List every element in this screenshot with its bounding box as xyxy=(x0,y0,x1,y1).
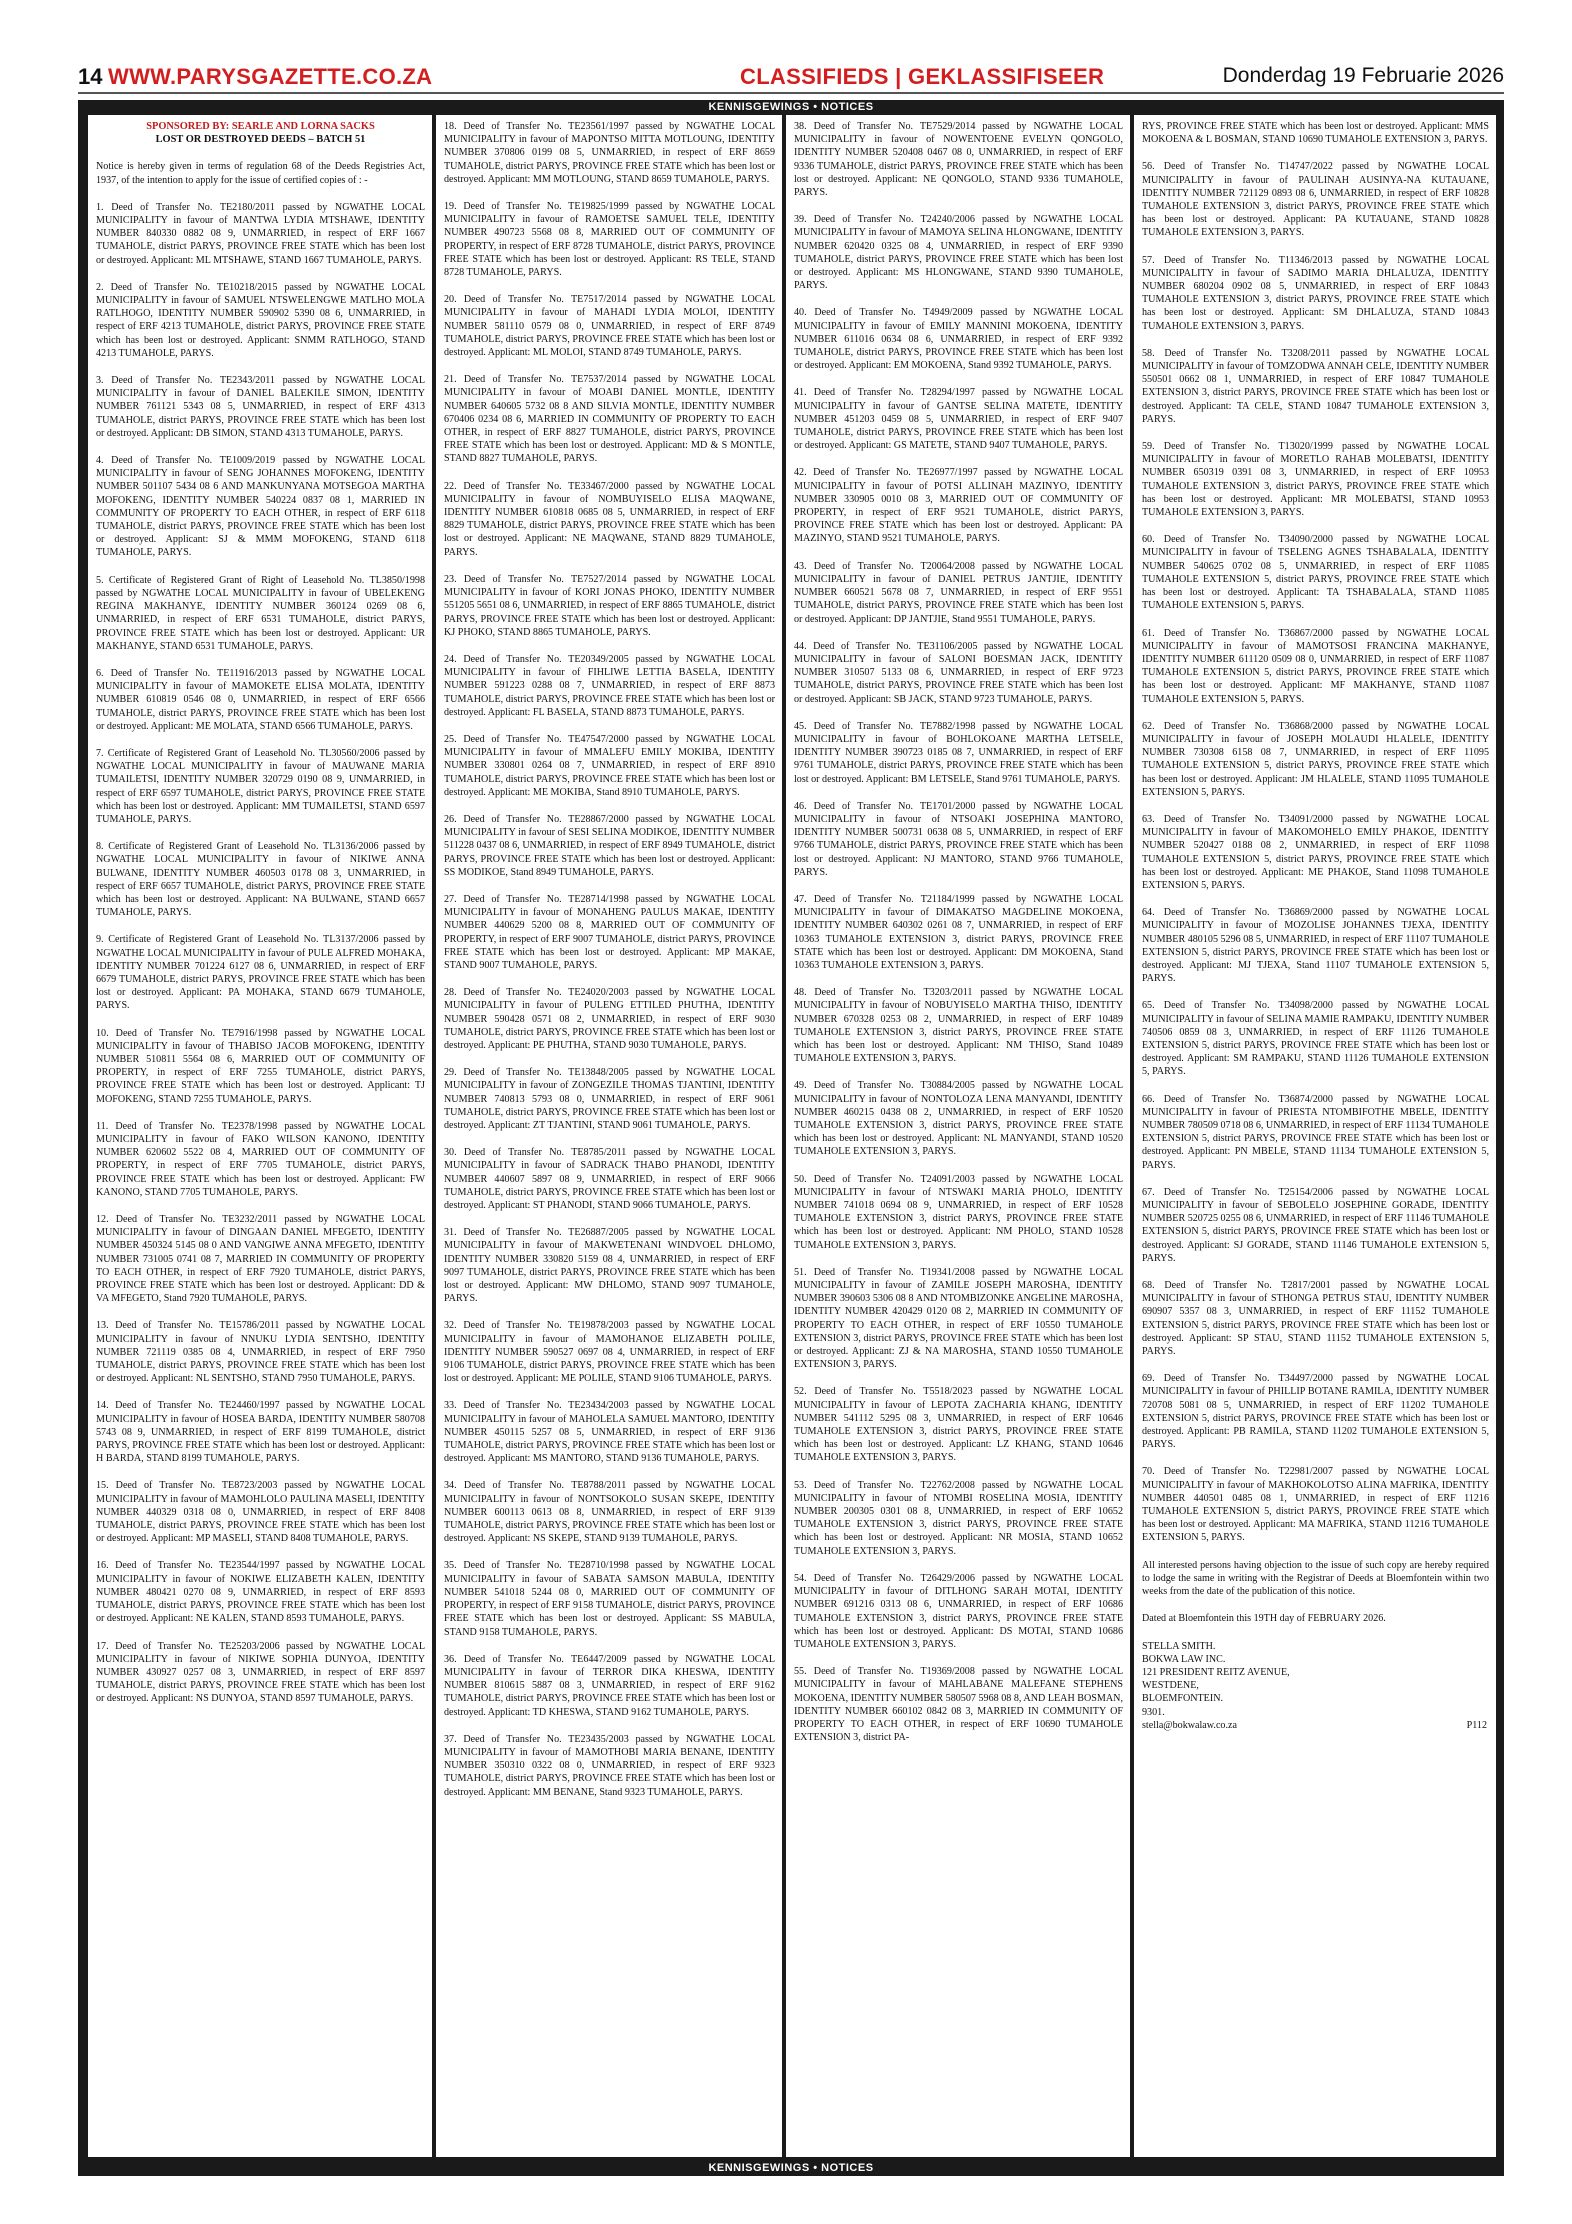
page-number: 14 xyxy=(78,64,103,89)
notice-item: 36. Deed of Transfer No. TE6447/2009 passed by NGWATHE LOCAL MUNICIPALITY in favour of TERROR DIKA KHESWA, IDENTITY NUMBER 810615 5887 08 3, UNMARRIED, in respect of ERF 9162 TUMAHOLE, district PARYS, PROVINCE FREE STATE which has been lost or destroyed. Applicant: TD KHESWA, STAND 9162 TUMAHOLE, PARYS. xyxy=(444,1653,775,1718)
notice-item: 57. Deed of Transfer No. T11346/2013 passed by NGWATHE LOCAL MUNICIPALITY in favour of SADIMO MARIA DHLALUZA, IDENTITY NUMBER 680204 0902 08 5, UNMARRIED, in respect of ERF 10843 TUMAHOLE EXTENSION 3, district PARYS, PROVINCE FREE STATE which has been lost or destroyed. Applicant: SM DHLALUZA, STAND 10843 TUMAHOLE EXTENSION 3, PARYS. xyxy=(1142,254,1489,332)
notice-item: 15. Deed of Transfer No. TE8723/2003 passed by NGWATHE LOCAL MUNICIPALITY in favour of MAMOHLOLO PAULINA MASELI, IDENTITY NUMBER 440329 0318 08 0, UNMARRIED, in respect of ERF 8408 TUMAHOLE, district PARYS, PROVINCE FREE STATE which has been lost or destroyed. Applicant: MP MASELI, STAND 8408 TUMAHOLE, PARYS. xyxy=(96,1480,425,1545)
notice-item: 51. Deed of Transfer No. T19341/2008 passed by NGWATHE LOCAL MUNICIPALITY in favour of ZAMILE JOSEPH MAROSHA, IDENTITY NUMBER 390603 5306 08 8 AND NTOMBIZONKE ANGELINE MAROSHA, IDENTITY NUMBER 420429 0120 08 2, MARRIED IN COMMUNITY OF PROPERTY TO EACH OTHER, in respect of ERF 10550 TUMAHOLE EXTENSION 3, district PARYS, PROVINCE FREE STATE which has been lost or destroyed. Applicant: ZJ & NA MAROSHA, STAND 10550 TUMAHOLE EXTENSION 3, PARYS. xyxy=(794,1266,1123,1371)
notice-title: LOST OR DESTROYED DEEDS – BATCH 51 xyxy=(155,134,366,146)
notice-item: 67. Deed of Transfer No. T25154/2006 passed by NGWATHE LOCAL MUNICIPALITY in favour of SEBOLELO JOSEPHINE GORADE, IDENTITY NUMBER 520725 0255 08 6, UNMARRIED, in respect of ERF 11146 TUMAHOLE EXTENSION 5, district PARYS, PROVINCE FREE STATE which has been lost or destroyed. Applicant: SJ GORADE, STAND 11146 TUMAHOLE EXTENSION 5, PARYS. xyxy=(1142,1186,1490,1264)
notice-item: 10. Deed of Transfer No. TE7916/1998 passed by NGWATHE LOCAL MUNICIPALITY in favour of THABISO JACOB MOFOKENG, IDENTITY NUMBER 510811 5564 08 6, MARRIED OUT OF COMMUNITY OF PROPERTY, in respect of ERF 7255 TUMAHOLE, district PARYS, PROVINCE FREE STATE which has been lost or destroyed. Applicant: TJ MOFOKENG, STAND 7255 TUMAHOLE, PARYS. xyxy=(96,1027,425,1105)
notice-item: 34. Deed of Transfer No. TE8788/2011 passed by NGWATHE LOCAL MUNICIPALITY in favour of NONTSOKOLO SUSAN SKEPE, IDENTITY NUMBER 600113 0613 08 8, UNMARRIED, in respect of ERF 9139 TUMAHOLE, district PARYS, PROVINCE FREE STATE which has been lost or destroyed. Applicant: NS SKEPE, STAND 9139 TUMAHOLE, PARYS. xyxy=(444,1480,775,1545)
notice-item: 19. Deed of Transfer No. TE19825/1999 passed by NGWATHE LOCAL MUNICIPALITY in favour of RAMOETSE SAMUEL TELE, IDENTITY NUMBER 490723 5568 08 8, MARRIED OUT OF COMMUNITY OF PROPERTY, in respect of ERF 8728 TUMAHOLE, district PARYS, PROVINCE FREE STATE which has been lost or destroyed. Applicant: RS TELE, STAND 8728 TUMAHOLE, PARYS. xyxy=(444,201,775,279)
column-4 xyxy=(1134,115,1496,2157)
notice-item: 3. Deed of Transfer No. TE2343/2011 passed by NGWATHE LOCAL MUNICIPALITY in favour of DANIEL BALEKILE SIMON, IDENTITY NUMBER 761121 5343 08 5, UNMARRIED, in respect of ERF 4313 TUMAHOLE, district PARYS, PROVINCE FREE STATE which has been lost or destroyed. Applicant: DB SIMON, STAND 4313 TUMAHOLE, PARYS. xyxy=(96,375,425,439)
notice-item: 55. Deed of Transfer No. T19369/2008 passed by NGWATHE LOCAL MUNICIPALITY in favour of MAHLABANE MALEFANE STEPHENS MOKOENA, IDENTITY NUMBER 580507 5968 08 8, AND LEAH BOSMAN, IDENTITY NUMBER 660102 0842 08 3, MARRIED IN COMMUNITY OF PROPERTY TO EACH OTHER, in respect of ERF 10690 TUMAHOLE EXTENSION 3, district PA- xyxy=(794,1666,1123,1744)
notice-item: 68. Deed of Transfer No. T2817/2001 passed by NGWATHE LOCAL MUNICIPALITY in favour of STHONGA PETRUS STAU, IDENTITY NUMBER 690907 5357 08 3, UNMARRIED, in respect of ERF 11152 TUMAHOLE EXTENSION 5, district PARYS, PROVINCE FREE STATE which has been lost or destroyed. Applicant: SP STAU, STAND 11152 TUMAHOLE EXTENSION 5, PARYS. xyxy=(1142,1280,1489,1358)
notice-item: 13. Deed of Transfer No. TE15786/2011 passed by NGWATHE LOCAL MUNICIPALITY in favour of NNUKU LYDIA SENTSHO, IDENTITY NUMBER 721119 0385 08 4, UNMARRIED, in respect of ERF 7950 TUMAHOLE, district PARYS, PROVINCE FREE STATE which has been lost or destroyed. Applicant: NL SENTSHO, STAND 7950 TUMAHOLE, PARYS. xyxy=(96,1320,425,1385)
notice-item: 56. Deed of Transfer No. T14747/2022 passed by NGWATHE LOCAL MUNICIPALITY in favour of PAULINAH AUSINYA-NA KUTAUANE, IDENTITY NUMBER 721129 0893 08 6, UNMARRIED, in respect of ERF 10828 TUMAHOLE EXTENSION 3, district PARYS, PROVINCE FREE STATE which has been lost or destroyed. Applicant: PA KUTAUANE, STAND 10828 TUMAHOLE EXTENSION 3, PARYS. xyxy=(1142,161,1489,239)
notice-item: 4. Deed of Transfer No. TE1009/2019 passed by NGWATHE LOCAL MUNICIPALITY in favour of SENG JOHANNES MOFOKENG, IDENTITY NUMBER 501107 5434 08 6 AND MANKUNYANA MOTSEGOA MARTHA MOFOKENG, IDENTITY NUMBER 540224 0837 08 1, MARRIED IN COMMUNITY OF PROPERTY TO EACH OTHER, in respect of ERF 6118 TUMAHOLE, district PARYS, PROVINCE FREE STATE which has been lost or destroyed. Applicant: SJ & MMM MOFOKENG, STAND 6118 TUMAHOLE, PARYS. xyxy=(96,455,425,559)
notice-item: 61. Deed of Transfer No. T36867/2000 passed by NGWATHE LOCAL MUNICIPALITY in favour of MAMOTSOSI FRANCINA MAKHANYE, IDENTITY NUMBER 611120 0509 08 0, UNMARRIED, in respect of ERF 11087 TUMAHOLE EXTENSION 5, district PARYS, PROVINCE FREE STATE which has been lost or destroyed. Applicant: MF MAKHANYE, STAND 11087 TUMAHOLE EXTENSION 5, PARYS. xyxy=(1142,627,1489,705)
notice-item: 27. Deed of Transfer No. TE28714/1998 passed by NGWATHE LOCAL MUNICIPALITY in favour of MONAHENG PAULUS MAKAE, IDENTITY NUMBER 440629 5200 08 8, MARRIED OUT OF COMMUNITY OF PROPERTY, in respect of ERF 9007 TUMAHOLE, district PARYS, PROVINCE FREE STATE which has been lost or destroyed. Applicant: MP MAKAE, STAND 9007 TUMAHOLE, PARYS. xyxy=(444,893,775,971)
address-line: 121 PRESIDENT REITZ AVENUE, xyxy=(1142,1666,1290,1678)
notice-item: 24. Deed of Transfer No. TE20349/2005 passed by NGWATHE LOCAL MUNICIPALITY in favour of FIHLIWE LETTIA BASELA, IDENTITY NUMBER 591223 0288 08 7, UNMARRIED, in respect of ERF 8873 TUMAHOLE, district PARYS, PROVINCE FREE STATE which has been lost or destroyed. Applicant: FL BASELA, STAND 8873 TUMAHOLE, PARYS. xyxy=(444,653,775,718)
notice-item: 53. Deed of Transfer No. T22762/2008 passed by NGWATHE LOCAL MUNICIPALITY in favour of NTOMBI ROSELINA MOSIA, IDENTITY NUMBER 200305 0301 08 8, UNMARRIED, in respect of ERF 10652 TUMAHOLE EXTENSION 3, district PARYS, PROVINCE FREE STATE which has been lost or destroyed. Applicant: NR MOSIA, STAND 10652 TUMAHOLE EXTENSION 3, PARYS. xyxy=(794,1479,1123,1557)
sponsor-line: SPONSORED BY: SEARLE AND LORNA SACKS xyxy=(146,121,375,132)
intro-text: Notice is hereby given in terms of regulation 68 of the Deeds Registries Act, 1937, of the intention to apply for the issue of certified copies of : - xyxy=(96,161,425,186)
postal-code: 9301. xyxy=(1142,1706,1165,1718)
notice-item: 16. Deed of Transfer No. TE23544/1997 passed by NGWATHE LOCAL MUNICIPALITY in favour of NOKIWE ELIZABETH KALEN, IDENTITY NUMBER 480421 0270 08 9, UNMARRIED, in respect of ERF 8593 TUMAHOLE, district PARYS, PROVINCE FREE STATE which has been lost or destroyed. Applicant: NE KALEN, STAND 8593 TUMAHOLE, PARYS. xyxy=(96,1560,425,1625)
section-title: CLASSIFIEDS | GEKLASSIFISEER xyxy=(740,64,1105,89)
website-link[interactable]: WWW.PARYSGAZETTE.CO.ZA xyxy=(108,64,433,89)
header-rule xyxy=(78,92,1504,94)
email-link[interactable]: stella@bokwalaw.co.za xyxy=(1142,1719,1237,1731)
notice-item: RYS, PROVINCE FREE STATE which has been lost or destroyed. Applicant: MMS MOKOENA & L BOSMAN, STAND 10690 TUMAHOLE EXTENSION 3, PARYS. xyxy=(1142,121,1489,146)
dated-line: Dated at Bloemfontein this 19TH day of FEBRUARY 2026. xyxy=(1142,1613,1386,1625)
notice-item: 69. Deed of Transfer No. T34497/2000 passed by NGWATHE LOCAL MUNICIPALITY in favour of PHILLIP BOTANE RAMILA, IDENTITY NUMBER 720708 5081 08 5, UNMARRIED, in respect of ERF 11202 TUMAHOLE EXTENSION 5, district PARYS, PROVINCE FREE STATE which has been lost or destroyed. Applicant: PB RAMILA, STAND 11202 TUMAHOLE EXTENSION 5, PARYS. xyxy=(1142,1373,1489,1451)
objection-text: All interested persons having objection to the issue of such copy are hereby required to lodge the same in writing with the Registrar of Deeds at Bloemfontein within two weeks from the date of the publication of this notice. xyxy=(1142,1559,1489,1598)
column-1 xyxy=(88,115,432,2157)
notice-item: 38. Deed of Transfer No. TE7529/2014 passed by NGWATHE LOCAL MUNICIPALITY in favour of NOWENTOENE EVELYN QONGOLO, IDENTITY NUMBER 520408 0467 08 0, UNMARRIED, in respect of ERF 9336 TUMAHOLE, district PARYS, PROVINCE FREE STATE which has been lost or destroyed. Applicant: NE QONGOLO, STAND 9336 TUMAHOLE, PARYS. xyxy=(794,121,1123,199)
signatory-block xyxy=(1142,1640,1489,1732)
notice-item: 30. Deed of Transfer No. TE8785/2011 passed by NGWATHE LOCAL MUNICIPALITY in favour of SADRACK THABO PHANODI, IDENTITY NUMBER 440607 5897 08 9, UNMARRIED, in respect of ERF 9066 TUMAHOLE, district PARYS, PROVINCE FREE STATE which has been lost or destroyed. Applicant: ST PHANODI, STAND 9066 TUMAHOLE, PARYS. xyxy=(444,1147,775,1212)
notice-item: 12. Deed of Transfer No. TE3232/2011 passed by NGWATHE LOCAL MUNICIPALITY in favour of DINGAAN DANIEL MFEGETO, IDENTITY NUMBER 450324 5145 08 0 AND VANGIWE ANNA MFEGETO, IDENTITY NUMBER 731005 0741 08 7, MARRIED IN COMMUNITY OF PROPERTY TO EACH OTHER, in respect of ERF 7920 TUMAHOLE, district PARYS, PROVINCE FREE STATE which has been lost or destroyed. Applicant: DD & VA MFEGETO, Stand 7920 TUMAHOLE, PARYS. xyxy=(96,1214,425,1305)
notice-item: 48. Deed of Transfer No. T3203/2011 passed by NGWATHE LOCAL MUNICIPALITY in favour of NOBUYISELO MARTHA THISO, IDENTITY NUMBER 670328 0253 08 2, UNMARRIED, in respect of ERF 10489 TUMAHOLE EXTENSION 3, district PARYS, PROVINCE FREE STATE which has been lost or destroyed. Applicant: NM THISO, Stand 10489 TUMAHOLE EXTENSION 3, PARYS. xyxy=(794,987,1123,1065)
notice-item: 26. Deed of Transfer No. TE28867/2000 passed by NGWATHE LOCAL MUNICIPALITY in favour of SESI SELINA MODIKOE, IDENTITY NUMBER 511228 0437 08 6, UNMARRIED, in respect of ERF 8949 TUMAHOLE, district PARYS, PROVINCE FREE STATE which has been lost or destroyed. Applicant: SS MODIKOE, Stand 8949 TUMAHOLE, PARYS. xyxy=(444,813,775,878)
column-2 xyxy=(436,115,782,2157)
notice-item: 45. Deed of Transfer No. TE7882/1998 passed by NGWATHE LOCAL MUNICIPALITY in favour of BOHLOKOANE MARTHA LETSELE, IDENTITY NUMBER 390723 0185 08 7, UNMARRIED, in respect of ERF 9761 TUMAHOLE, district PARYS, PROVINCE FREE STATE which has been lost or destroyed. Applicant: BM LETSELE, Stand 9761 TUMAHOLE, PARYS. xyxy=(794,720,1123,785)
notice-item: 22. Deed of Transfer No. TE33467/2000 passed by NGWATHE LOCAL MUNICIPALITY in favour of NOMBUYISELO ELISA MAQWANE, IDENTITY NUMBER 610818 0685 08 5, UNMARRIED, in respect of ERF 8829 TUMAHOLE, district PARYS, PROVINCE FREE STATE which has been lost or destroyed. Applicant: NE MAQWANE, STAND 8829 TUMAHOLE, PARYS. xyxy=(444,480,775,558)
notice-item: 18. Deed of Transfer No. TE23561/1997 passed by NGWATHE LOCAL MUNICIPALITY in favour of MAPONTSO MITTA MOTLOUNG, IDENTITY NUMBER 370806 0199 08 5, UNMARRIED, in respect of ERF 8659 TUMAHOLE, district PARYS, PROVINCE FREE STATE which has been lost or destroyed. Applicant: MM MOTLOUNG, STAND 8659 TUMAHOLE, PARYS. xyxy=(444,121,775,185)
notice-item: 17. Deed of Transfer No. TE25203/2006 passed by NGWATHE LOCAL MUNICIPALITY in favour of NIKIWE SOPHIA DUNYOA, IDENTITY NUMBER 430927 0257 08 3, UNMARRIED, in respect of ERF 8597 TUMAHOLE, district PARYS, PROVINCE FREE STATE which has been lost or destroyed. Applicant: NS DUNYOA, STAND 8597 TUMAHOLE, PARYS. xyxy=(96,1640,425,1705)
notice-item: 11. Deed of Transfer No. TE2378/1998 passed by NGWATHE LOCAL MUNICIPALITY in favour of FAKO WILSON KANONO, IDENTITY NUMBER 620602 5522 08 4, MARRIED OUT OF COMMUNITY OF PROPERTY, in respect of ERF 7705 TUMAHOLE, district PARYS, PROVINCE FREE STATE which has been lost or destroyed. Applicant: FW KANONO, STAND 7705 TUMAHOLE, PARYS. xyxy=(96,1120,425,1198)
notice-item: 14. Deed of Transfer No. TE24460/1997 passed by NGWATHE LOCAL MUNICIPALITY in favour of HOSEA BARDA, IDENTITY NUMBER 580708 5743 08 9, UNMARRIED, in respect of ERF 8199 TUMAHOLE, district PARYS, PROVINCE FREE STATE which has been lost or destroyed. Applicant: H BARDA, STAND 8199 TUMAHOLE, PARYS. xyxy=(96,1400,425,1465)
notice-item: 66. Deed of Transfer No. T36874/2000 passed by NGWATHE LOCAL MUNICIPALITY in favour of PRIESTA NTOMBIFOTHE MBELE, IDENTITY NUMBER 780509 0718 08 6, UNMARRIED, in respect of ERF 11134 TUMAHOLE EXTENSION 5, district PARYS, PROVINCE FREE STATE which has been lost or destroyed. Applicant: PN MBELE, STAND 11134 TUMAHOLE EXTENSION 5, PARYS. xyxy=(1142,1093,1490,1171)
notice-item: 29. Deed of Transfer No. TE13848/2005 passed by NGWATHE LOCAL MUNICIPALITY in favour of ZONGEZILE THOMAS TJANTINI, IDENTITY NUMBER 740813 5793 08 0, UNMARRIED, in respect of ERF 9061 TUMAHOLE, district PARYS, PROVINCE FREE STATE which has been lost or destroyed. Applicant: ZT TJANTINI, STAND 9061 TUMAHOLE, PARYS. xyxy=(444,1067,775,1131)
notice-item: 1. Deed of Transfer No. TE2180/2011 passed by NGWATHE LOCAL MUNICIPALITY in favour of MANTWA LYDIA MTSHAWE, IDENTITY NUMBER 840330 0882 08 9, UNMARRIED, in respect of ERF 1667 TUMAHOLE, district PARYS, PROVINCE FREE STATE which has been lost or destroyed. Applicant: ML MTSHAWE, STAND 1667 TUMAHOLE, PARYS. xyxy=(96,201,425,266)
notice-item: 8. Certificate of Registered Grant of Leasehold No. TL3136/2006 passed by NGWATHE LOCAL MUNICIPALITY in favour of NIKIWE ANNA BULWANE, IDENTITY NUMBER 460503 0178 08 3, UNMARRIED, in respect of ERF 6657 TUMAHOLE, district PARYS, PROVINCE FREE STATE which has been lost or destroyed. Applicant: NA BULWANE, STAND 6657 TUMAHOLE, PARYS. xyxy=(96,841,425,919)
notices-banner-top: KENNISGEWINGS • NOTICES xyxy=(708,101,874,113)
notice-item: 35. Deed of Transfer No. TE28710/1998 passed by NGWATHE LOCAL MUNICIPALITY in favour of SABATA SAMSON MABULA, IDENTITY NUMBER 541018 5244 08 0, MARRIED OUT OF COMMUNITY OF PROPERTY, in respect of ERF 9158 TUMAHOLE, district PARYS, PROVINCE FREE STATE which has been lost or destroyed. Applicant: SS MABULA, STAND 9158 TUMAHOLE, PARYS. xyxy=(444,1560,775,1638)
notice-item: 7. Certificate of Registered Grant of Leasehold No. TL30560/2006 passed by NGWATHE LOCAL MUNICIPALITY in favour of MAUWANE MARIA TUMAILETSI, IDENTITY NUMBER 320729 0190 08 9, UNMARRIED, in respect of ERF 6597 TUMAHOLE, district PARYS, PROVINCE FREE STATE which has been lost or destroyed. Applicant: MM TUMAILETSI, STAND 6597 TUMAHOLE, PARYS. xyxy=(96,747,425,825)
notice-item: 52. Deed of Transfer No. T5518/2023 passed by NGWATHE LOCAL MUNICIPALITY in favour of LEPOTA ZACHARIA KHANG, IDENTITY NUMBER 541112 5295 08 3, UNMARRIED, in respect of ERF 10646 TUMAHOLE EXTENSION 3, district PARYS, PROVINCE FREE STATE which has been lost or destroyed. Applicant: LZ KHANG, STAND 10646 TUMAHOLE EXTENSION 3, PARYS. xyxy=(794,1386,1123,1464)
notice-item: 46. Deed of Transfer No. TE1701/2000 passed by NGWATHE LOCAL MUNICIPALITY in favour of NTSOAKI JOSEPHINA MANTORO, IDENTITY NUMBER 500731 0638 08 5, UNMARRIED, in respect of ERF 9766 TUMAHOLE, district PARYS, PROVINCE FREE STATE which has been lost or destroyed. Applicant: NJ MANTORO, STAND 9766 TUMAHOLE, PARYS. xyxy=(794,800,1123,878)
notice-item: 28. Deed of Transfer No. TE24020/2003 passed by NGWATHE LOCAL MUNICIPALITY in favour of PULENG ETTILED PHUTHA, IDENTITY NUMBER 590428 0571 08 2, UNMARRIED, in respect of ERF 9030 TUMAHOLE, district PARYS, PROVINCE FREE STATE which has been lost or destroyed. Applicant: PE PHUTHA, STAND 9030 TUMAHOLE, PARYS. xyxy=(444,987,775,1051)
notice-item: 2. Deed of Transfer No. TE10218/2015 passed by NGWATHE LOCAL MUNICIPALITY in favour of SAMUEL NTSWELENGWE MATLHO MOLA RATLHOGO, IDENTITY NUMBER 590902 5390 08 6, UNMARRIED, in respect of ERF 4213 TUMAHOLE, district PARYS, PROVINCE FREE STATE which has been lost or destroyed. Applicant: SNMM RATLHOGO, STAND 4213 TUMAHOLE, PARYS. xyxy=(96,281,425,359)
notice-item: 42. Deed of Transfer No. TE26977/1997 passed by NGWATHE LOCAL MUNICIPALITY in favour of POTSI ALLINAH MAZINYO, IDENTITY NUMBER 330905 0010 08 3, MARRIED OUT OF COMMUNITY OF PROPERTY, in respect of ERF 9521 TUMAHOLE, district PARYS, PROVINCE FREE STATE which has been lost or destroyed. Applicant: PA MAZINYO, STAND 9521 TUMAHOLE, PARYS. xyxy=(794,467,1123,545)
notice-item: 58. Deed of Transfer No. T3208/2011 passed by NGWATHE LOCAL MUNICIPALITY in favour of TOMZODWA ANNAH CELE, IDENTITY NUMBER 550501 0662 08 1, UNMARRIED, in respect of ERF 10847 TUMAHOLE EXTENSION 3, district PARYS, PROVINCE FREE STATE which has been lost or destroyed. Applicant: TA CELE, STAND 10847 TUMAHOLE EXTENSION 3, PARYS. xyxy=(1142,347,1489,425)
notice-item: 65. Deed of Transfer No. T34098/2000 passed by NGWATHE LOCAL MUNICIPALITY in favour of SELINA MAMIE RAMPAKU, IDENTITY NUMBER 740506 0859 08 3, UNMARRIED, in respect of ERF 11126 TUMAHOLE EXTENSION 5, district PARYS, PROVINCE FREE STATE which has been lost or destroyed. Applicant: SM RAMPAKU, STAND 11126 TUMAHOLE EXTENSION 5, PARYS. xyxy=(1142,1000,1489,1078)
notice-item: 6. Deed of Transfer No. TE11916/2013 passed by NGWATHE LOCAL MUNICIPALITY in favour of MAMOKETE ELISA MOLATA, IDENTITY NUMBER 610819 0546 08 0, UNMARRIED, in respect of ERF 6566 TUMAHOLE, district PARYS, PROVINCE FREE STATE which has been lost or destroyed. Applicant: ME MOLATA, STAND 6566 TUMAHOLE, PARYS. xyxy=(96,667,425,732)
notice-item: 63. Deed of Transfer No. T34091/2000 passed by NGWATHE LOCAL MUNICIPALITY in favour of MAKOMOHELO EMILY PHAKOE, IDENTITY NUMBER 520427 0188 08 2, UNMARRIED, in respect of ERF 11098 TUMAHOLE EXTENSION 5, district PARYS, PROVINCE FREE STATE which has been lost or destroyed. Applicant: ME PHAKOE, Stand 11098 TUMAHOLE EXTENSION 5, PARYS. xyxy=(1142,813,1489,891)
notice-item: 33. Deed of Transfer No. TE23434/2003 passed by NGWATHE LOCAL MUNICIPALITY in favour of MAHOLELA SAMUEL MANTORO, IDENTITY NUMBER 450115 5257 08 5, UNMARRIED, in respect of ERF 9136 TUMAHOLE, district PARYS, PROVINCE FREE STATE which has been lost or destroyed. Applicant: MS MANTORO, STAND 9136 TUMAHOLE, PARYS. xyxy=(444,1400,775,1465)
notice-item: 25. Deed of Transfer No. TE47547/2000 passed by NGWATHE LOCAL MUNICIPALITY in favour of MMALEFU EMILY MOKIBA, IDENTITY NUMBER 330801 0264 08 7, UNMARRIED, in respect of ERF 8910 TUMAHOLE, district PARYS, PROVINCE FREE STATE which has been lost or destroyed. Applicant: ME MOKIBA, Stand 8910 TUMAHOLE, PARYS. xyxy=(444,733,775,798)
notice-item: 9. Certificate of Registered Grant of Leasehold No. TL3137/2006 passed by NGWATHE LOCAL MUNICIPALITY in favour of PULE ALFRED MOHAKA, IDENTITY NUMBER 701224 6127 08 6, UNMARRIED, in respect of ERF 6679 TUMAHOLE, district PARYS, PROVINCE FREE STATE which has been lost or destroyed. Applicant: PA MOHAKA, STAND 6679 TUMAHOLE, PARYS. xyxy=(96,934,425,1012)
notice-item: 44. Deed of Transfer No. TE31106/2005 passed by NGWATHE LOCAL MUNICIPALITY in favour of SALONI BOESMAN JACK, IDENTITY NUMBER 310507 5133 08 6, UNMARRIED, in respect of ERF 9723 TUMAHOLE, district PARYS, PROVINCE FREE STATE which has been lost or destroyed. Applicant: SB JACK, STAND 9723 TUMAHOLE, PARYS. xyxy=(794,640,1123,705)
notice-item: 31. Deed of Transfer No. TE26887/2005 passed by NGWATHE LOCAL MUNICIPALITY in favour of MAKWETENANI WINDVOEL DHLOMO, IDENTITY NUMBER 330820 5159 08 4, UNMARRIED, in respect of ERF 9097 TUMAHOLE, district PARYS, PROVINCE FREE STATE which has been lost or destroyed. Applicant: MW DHLOMO, STAND 9097 TUMAHOLE, PARYS. xyxy=(444,1227,775,1305)
notice-item: 59. Deed of Transfer No. T13020/1999 passed by NGWATHE LOCAL MUNICIPALITY in favour of MORETLO RAHAB MOLEBATSI, IDENTITY NUMBER 650319 0391 08 3, UNMARRIED, in respect of ERF 10953 TUMAHOLE EXTENSION 3, district PARYS, PROVINCE FREE STATE which has been lost or destroyed. Applicant: MR MOLEBATSI, STAND 10953 TUMAHOLE EXTENSION 3, PARYS. xyxy=(1142,441,1489,519)
notice-item: 32. Deed of Transfer No. TE19878/2003 passed by NGWATHE LOCAL MUNICIPALITY in favour of MAMOHANOE ELIZABETH POLILE, IDENTITY NUMBER 590527 0697 08 4, UNMARRIED, in respect of ERF 9106 TUMAHOLE, district PARYS, PROVINCE FREE STATE which has been lost or destroyed. Applicant: ME POLILE, STAND 9106 TUMAHOLE, PARYS. xyxy=(444,1320,775,1385)
notice-item: 39. Deed of Transfer No. T24240/2006 passed by NGWATHE LOCAL MUNICIPALITY in favour of MAMOYA SELINA HLONGWANE, IDENTITY NUMBER 620420 0325 08 4, UNMARRIED, in respect of ERF 9390 TUMAHOLE, district PARYS, PROVINCE FREE STATE which has been lost or destroyed. Applicant: MS HLONGWANE, STAND 9390 TUMAHOLE, PARYS. xyxy=(794,214,1123,292)
notice-item: 23. Deed of Transfer No. TE7527/2014 passed by NGWATHE LOCAL MUNICIPALITY in favour of KORI JONAS PHOKO, IDENTITY NUMBER 551205 5651 08 6, UNMARRIED, in respect of ERF 8865 TUMAHOLE, district PARYS, PROVINCE FREE STATE which has been lost or destroyed. Applicant: KJ PHOKO, STAND 8865 TUMAHOLE, PARYS. xyxy=(444,573,775,638)
notice-item: 43. Deed of Transfer No. T20064/2008 passed by NGWATHE LOCAL MUNICIPALITY in favour of DANIEL PETRUS JANTJIE, IDENTITY NUMBER 660521 5678 08 7, UNMARRIED, in respect of ERF 9551 TUMAHOLE, district PARYS, PROVINCE FREE STATE which has been lost or destroyed. Applicant: DP JANTJIE, Stand 9551 TUMAHOLE, PARYS. xyxy=(794,560,1123,625)
notice-item: 70. Deed of Transfer No. T22981/2007 passed by NGWATHE LOCAL MUNICIPALITY in favour of MAKHOKOLOTSO ALINA MAFRIKA, IDENTITY NUMBER 440501 0485 08 1, UNMARRIED, in respect of ERF 11216 TUMAHOLE EXTENSION 5, district PARYS, PROVINCE FREE STATE which has been lost or destroyed. Applicant: MA MAFRIKA, STAND 11216 TUMAHOLE EXTENSION 5, PARYS. xyxy=(1142,1466,1489,1544)
notice-item: 20. Deed of Transfer No. TE7517/2014 passed by NGWATHE LOCAL MUNICIPALITY in favour of MAHADI LYDIA MOLOI, IDENTITY NUMBER 581110 0579 08 0, UNMARRIED, in respect of ERF 8749 TUMAHOLE, district PARYS, PROVINCE FREE STATE which has been lost or destroyed. Applicant: ML MOLOI, STAND 8749 TUMAHOLE, PARYS. xyxy=(444,294,775,359)
notices-banner-bottom: KENNISGEWINGS • NOTICES xyxy=(708,2162,874,2174)
notice-item: 62. Deed of Transfer No. T36868/2000 passed by NGWATHE LOCAL MUNICIPALITY in favour of JOSEPH MOLAUDI HLALELE, IDENTITY NUMBER 730308 6158 08 7, UNMARRIED, in respect of ERF 11095 TUMAHOLE EXTENSION 5, district PARYS, PROVINCE FREE STATE which has been lost or destroyed. Applicant: JM HLALELE, STAND 11095 TUMAHOLE EXTENSION 5, PARYS. xyxy=(1142,720,1489,798)
reference-code: P112 xyxy=(1466,1719,1487,1731)
notice-item: 37. Deed of Transfer No. TE23435/2003 passed by NGWATHE LOCAL MUNICIPALITY in favour of MAMOTHOBI MARIA BENANE, IDENTITY NUMBER 350310 0322 08 0, UNMARRIED, in respect of ERF 9323 TUMAHOLE, district PARYS, PROVINCE FREE STATE which has been lost or destroyed. Applicant: MM BENANE, Stand 9323 TUMAHOLE, PARYS. xyxy=(444,1733,775,1798)
signatory-name: STELLA SMITH. xyxy=(1142,1640,1216,1652)
notice-item: 50. Deed of Transfer No. T24091/2003 passed by NGWATHE LOCAL MUNICIPALITY in favour of NTSWAKI MARIA PHOLO, IDENTITY NUMBER 741018 0694 08 9, UNMARRIED, in respect of ERF 10528 TUMAHOLE EXTENSION 3, district PARYS, PROVINCE FREE STATE which has been lost or destroyed. Applicant: NM PHOLO, STAND 10528 TUMAHOLE EXTENSION 3, PARYS. xyxy=(794,1173,1123,1251)
notice-item: 41. Deed of Transfer No. T28294/1997 passed by NGWATHE LOCAL MUNICIPALITY in favour of GANTSE SELINA MATETE, IDENTITY NUMBER 451203 0459 08 5, UNMARRIED, in respect of ERF 9407 TUMAHOLE, district PARYS, PROVINCE FREE STATE which has been lost or destroyed. Applicant: GS MATETE, STAND 9407 TUMAHOLE, PARYS. xyxy=(794,387,1123,452)
notice-item: 60. Deed of Transfer No. T34090/2000 passed by NGWATHE LOCAL MUNICIPALITY in favour of TSELENG AGNES TSHABALALA, IDENTITY NUMBER 540625 0702 08 5, UNMARRIED, in respect of ERF 11085 TUMAHOLE EXTENSION 5, district PARYS, PROVINCE FREE STATE which has been lost or destroyed. Applicant: TA TSHABALALA, STAND 11085 TUMAHOLE EXTENSION 5, PARYS. xyxy=(1142,534,1489,612)
notice-item: 47. Deed of Transfer No. T21184/1999 passed by NGWATHE LOCAL MUNICIPALITY in favour of DIMAKATSO MAGDELINE MOKOENA, IDENTITY NUMBER 640302 0261 08 7, UNMARRIED, in respect of ERF 10363 TUMAHOLE EXTENSION 3, district PARYS, PROVINCE FREE STATE which has been lost or destroyed. Applicant: DM MOKOENA, Stand 10363 TUMAHOLE EXTENSION 3, PARYS. xyxy=(794,893,1123,971)
notice-item: 5. Certificate of Registered Grant of Right of Leasehold No. TL3850/1998 passed by NGWATHE LOCAL MUNICIPALITY in favour of UBELEKENG REGINA MAKHANYE, IDENTITY NUMBER 360124 0269 08 6, UNMARRIED, in respect of ERF 6531 TUMAHOLE, district PARYS, PROVINCE FREE STATE which has been lost or destroyed. Applicant: UR MAKHANYE, STAND 6531 TUMAHOLE, PARYS. xyxy=(96,574,425,652)
notice-item: 49. Deed of Transfer No. T30884/2005 passed by NGWATHE LOCAL MUNICIPALITY in favour of NONTOLOZA LENA MANYANDI, IDENTITY NUMBER 460215 0438 08 2, UNMARRIED, in respect of ERF 10520 TUMAHOLE EXTENSION 3, district PARYS, PROVINCE FREE STATE which has been lost or destroyed. Applicant: NL MANYANDI, STAND 10520 TUMAHOLE EXTENSION 3, PARYS. xyxy=(794,1080,1123,1158)
notice-item: 64. Deed of Transfer No. T36869/2000 passed by NGWATHE LOCAL MUNICIPALITY in favour of MOZOLISE JOHANNES TJEXA, IDENTITY NUMBER 480105 5296 08 5, UNMARRIED, in respect of ERF 11107 TUMAHOLE EXTENSION 5, district PARYS, PROVINCE FREE STATE which has been lost or destroyed. Applicant: MJ TJEXA, Stand 11107 TUMAHOLE EXTENSION 5, PARYS. xyxy=(1142,907,1490,985)
notice-item: 40. Deed of Transfer No. T4949/2009 passed by NGWATHE LOCAL MUNICIPALITY in favour of EMILY MANNINI MOKOENA, IDENTITY NUMBER 611016 0634 08 6, UNMARRIED, in respect of ERF 9392 TUMAHOLE, district PARYS, PROVINCE FREE STATE which has been lost or destroyed. Applicant: EM MOKOENA, Stand 9392 TUMAHOLE, PARYS. xyxy=(794,307,1123,372)
notice-item: 21. Deed of Transfer No. TE7537/2014 passed by NGWATHE LOCAL MUNICIPALITY in favour of MOABI DANIEL MONTLE, IDENTITY NUMBER 640605 5732 08 8 AND SILVIA MONTLE, IDENTITY NUMBER 670406 0234 08 6, MARRIED IN COMMUNITY OF PROPERTY TO EACH OTHER, in respect of ERF 8827 TUMAHOLE, district PARYS, PROVINCE FREE STATE which has been lost or destroyed. Applicant: MD & S MONTLE, STAND 8827 TUMAHOLE, PARYS. xyxy=(444,374,775,465)
firm-name: BOKWA LAW INC. xyxy=(1142,1653,1226,1665)
address-line: BLOEMFONTEIN. xyxy=(1142,1693,1224,1705)
address-line: WESTDENE, xyxy=(1142,1680,1199,1692)
column-3 xyxy=(786,115,1130,2157)
notice-item: 54. Deed of Transfer No. T26429/2006 passed by NGWATHE LOCAL MUNICIPALITY in favour of DITLHONG SARAH MOTAI, IDENTITY NUMBER 691216 0313 08 6, UNMARRIED, in respect of ERF 10686 TUMAHOLE EXTENSION 3, district PARYS, PROVINCE FREE STATE which has been lost or destroyed. Applicant: DS MOTAI, STAND 10686 TUMAHOLE EXTENSION 3, PARYS. xyxy=(794,1572,1123,1650)
issue-date: Donderdag 19 Februarie 2026 xyxy=(1222,64,1504,87)
